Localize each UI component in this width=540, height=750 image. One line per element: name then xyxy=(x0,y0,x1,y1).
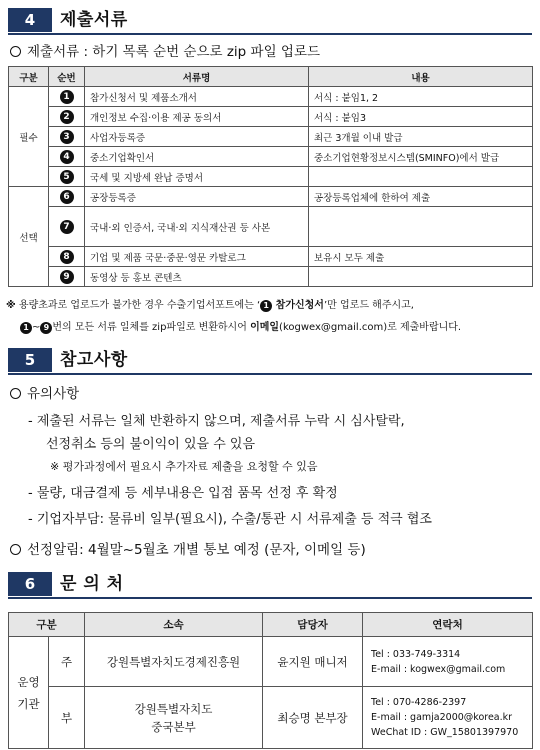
doc-content xyxy=(309,267,533,287)
contact-info: Tel : 033-749-3314 E-mail : kogwex@gmail.com xyxy=(363,637,533,687)
section-number: 4 xyxy=(8,8,52,32)
doc-content: 보유시 모두 제출 xyxy=(309,247,533,267)
notes-bullet: 유의사항 xyxy=(10,382,79,402)
org-name: 강원특별자치도경제진흥원 xyxy=(85,637,263,687)
table-row xyxy=(9,87,533,107)
role-sub: 부 xyxy=(49,687,85,749)
header-org: 소속 xyxy=(85,613,263,637)
submission-bullet: 제출서류 : 하기 목록 순번 순으로 zip 파일 업로드 xyxy=(10,40,320,60)
doc-name: 기업 및 제품 국문·중문·영문 카탈로그 xyxy=(85,247,309,267)
selection-notice-bullet: 선정알림: 4월말~5월초 개별 통보 예정 (문자, 이메일 등) xyxy=(10,538,366,558)
table-row xyxy=(9,687,533,749)
section-title: 참고사항 xyxy=(60,350,128,370)
caution-item-1-cont: 선정취소 등의 불이익이 있을 수 있음 xyxy=(46,437,256,452)
doc-name: 중소기업확인서 xyxy=(85,147,309,167)
caution-subnote: ※ 평가과정에서 필요시 추가자료 제출을 요청할 수 있음 xyxy=(50,460,318,473)
upload-note-line2: 1 ~ 9 번의 모든 서류 일체를 zip파일로 변환하시어 이메일(kogwex@gmail.com)로 제출바랍니다. xyxy=(20,318,461,334)
table-row xyxy=(9,127,533,147)
role-main: 주 xyxy=(49,637,85,687)
section-title: 제출서류 xyxy=(60,10,128,30)
section-6-header xyxy=(8,572,532,596)
header-contact: 연락처 xyxy=(363,613,533,637)
section-divider xyxy=(8,373,532,375)
contact-info: Tel : 070-4286-2397 E-mail : gamja2000@korea.kr WeChat ID : GW_15801397970 xyxy=(363,687,533,749)
doc-name: 참가신청서 및 제품소개서 xyxy=(85,87,309,107)
person-name: 윤지원 매니저 xyxy=(263,637,363,687)
doc-name: 공장등록증 xyxy=(85,187,309,207)
number-badge: 9 xyxy=(40,322,52,334)
table-row xyxy=(9,187,533,207)
table-row xyxy=(9,167,533,187)
hollow-circle-icon xyxy=(10,544,21,555)
header-order: 순번 xyxy=(49,67,85,87)
upload-note-line1: ※ 용량초과로 업로드가 불가한 경우 수출기업서포트에는 ‘ 1 참가신청서’만 업로드 해주시고, xyxy=(6,300,414,311)
number-badge: 1 xyxy=(60,90,74,104)
number-badge: 6 xyxy=(60,190,74,204)
header-person: 담당자 xyxy=(263,613,363,637)
table-row xyxy=(9,247,533,267)
caution-item-3: - 기업자부담: 물류비 일부(필요시), 수출/통관 시 서류제출 등 적극 협조 xyxy=(28,512,432,527)
header-category: 구분 xyxy=(9,613,85,637)
number-badge: 5 xyxy=(60,170,74,184)
header-doc-name: 서류명 xyxy=(85,67,309,87)
table-header-row xyxy=(9,67,533,87)
person-name: 최승명 본부장 xyxy=(263,687,363,749)
section-4-header xyxy=(8,8,532,32)
number-badge: 3 xyxy=(60,130,74,144)
doc-content: 서식 : 붙임3 xyxy=(309,107,533,127)
org-name: 강원특별자치도 중국본부 xyxy=(85,687,263,749)
number-badge: 2 xyxy=(60,110,74,124)
doc-name: 국세 및 지방세 완납 증명서 xyxy=(85,167,309,187)
table-row xyxy=(9,267,533,287)
doc-content: 중소기업현황정보시스템(SMINFO)에서 발급 xyxy=(309,147,533,167)
number-badge: 1 xyxy=(20,322,32,334)
number-badge: 9 xyxy=(60,270,74,284)
section-divider xyxy=(8,33,532,35)
number-badge: 4 xyxy=(60,150,74,164)
number-badge: 1 xyxy=(260,300,272,312)
doc-name: 사업자등록증 xyxy=(85,127,309,147)
header-category: 구분 xyxy=(9,67,49,87)
caution-item-2: - 물량, 대금결제 등 세부내용은 입점 품목 선정 후 확정 xyxy=(28,486,338,501)
table-row xyxy=(9,207,533,247)
number-badge: 7 xyxy=(60,220,74,234)
doc-content: 최근 3개월 이내 발급 xyxy=(309,127,533,147)
hollow-circle-icon xyxy=(10,46,21,57)
doc-content: 서식 : 붙임1, 2 xyxy=(309,87,533,107)
group-operating-agency: 운영 기관 xyxy=(9,637,49,749)
table-row xyxy=(9,107,533,127)
table-row xyxy=(9,637,533,687)
section-title: 문 의 처 xyxy=(60,574,124,594)
section-number: 6 xyxy=(8,572,52,596)
hollow-circle-icon xyxy=(10,388,21,399)
number-badge: 8 xyxy=(60,250,74,264)
doc-name: 국내·외 인증서, 국내·외 지식재산권 등 사본 xyxy=(85,207,309,247)
doc-content xyxy=(309,207,533,247)
section-divider xyxy=(8,597,532,599)
section-number: 5 xyxy=(8,348,52,372)
group-required: 필수 xyxy=(9,87,49,187)
table-row xyxy=(9,147,533,167)
doc-name: 개인정보 수집·이용 제공 동의서 xyxy=(85,107,309,127)
group-optional: 선택 xyxy=(9,187,49,287)
doc-content xyxy=(309,167,533,187)
section-5-header xyxy=(8,348,532,372)
doc-content: 공장등록업체에 한하여 제출 xyxy=(309,187,533,207)
contact-table xyxy=(8,612,533,749)
table-header-row xyxy=(9,613,533,637)
caution-item-1: - 제출된 서류는 일체 반환하지 않으며, 제출서류 누락 시 심사탈락, xyxy=(28,414,405,429)
header-content: 내용 xyxy=(309,67,533,87)
documents-table xyxy=(8,66,533,287)
doc-name: 동영상 등 홍보 콘텐츠 xyxy=(85,267,309,287)
